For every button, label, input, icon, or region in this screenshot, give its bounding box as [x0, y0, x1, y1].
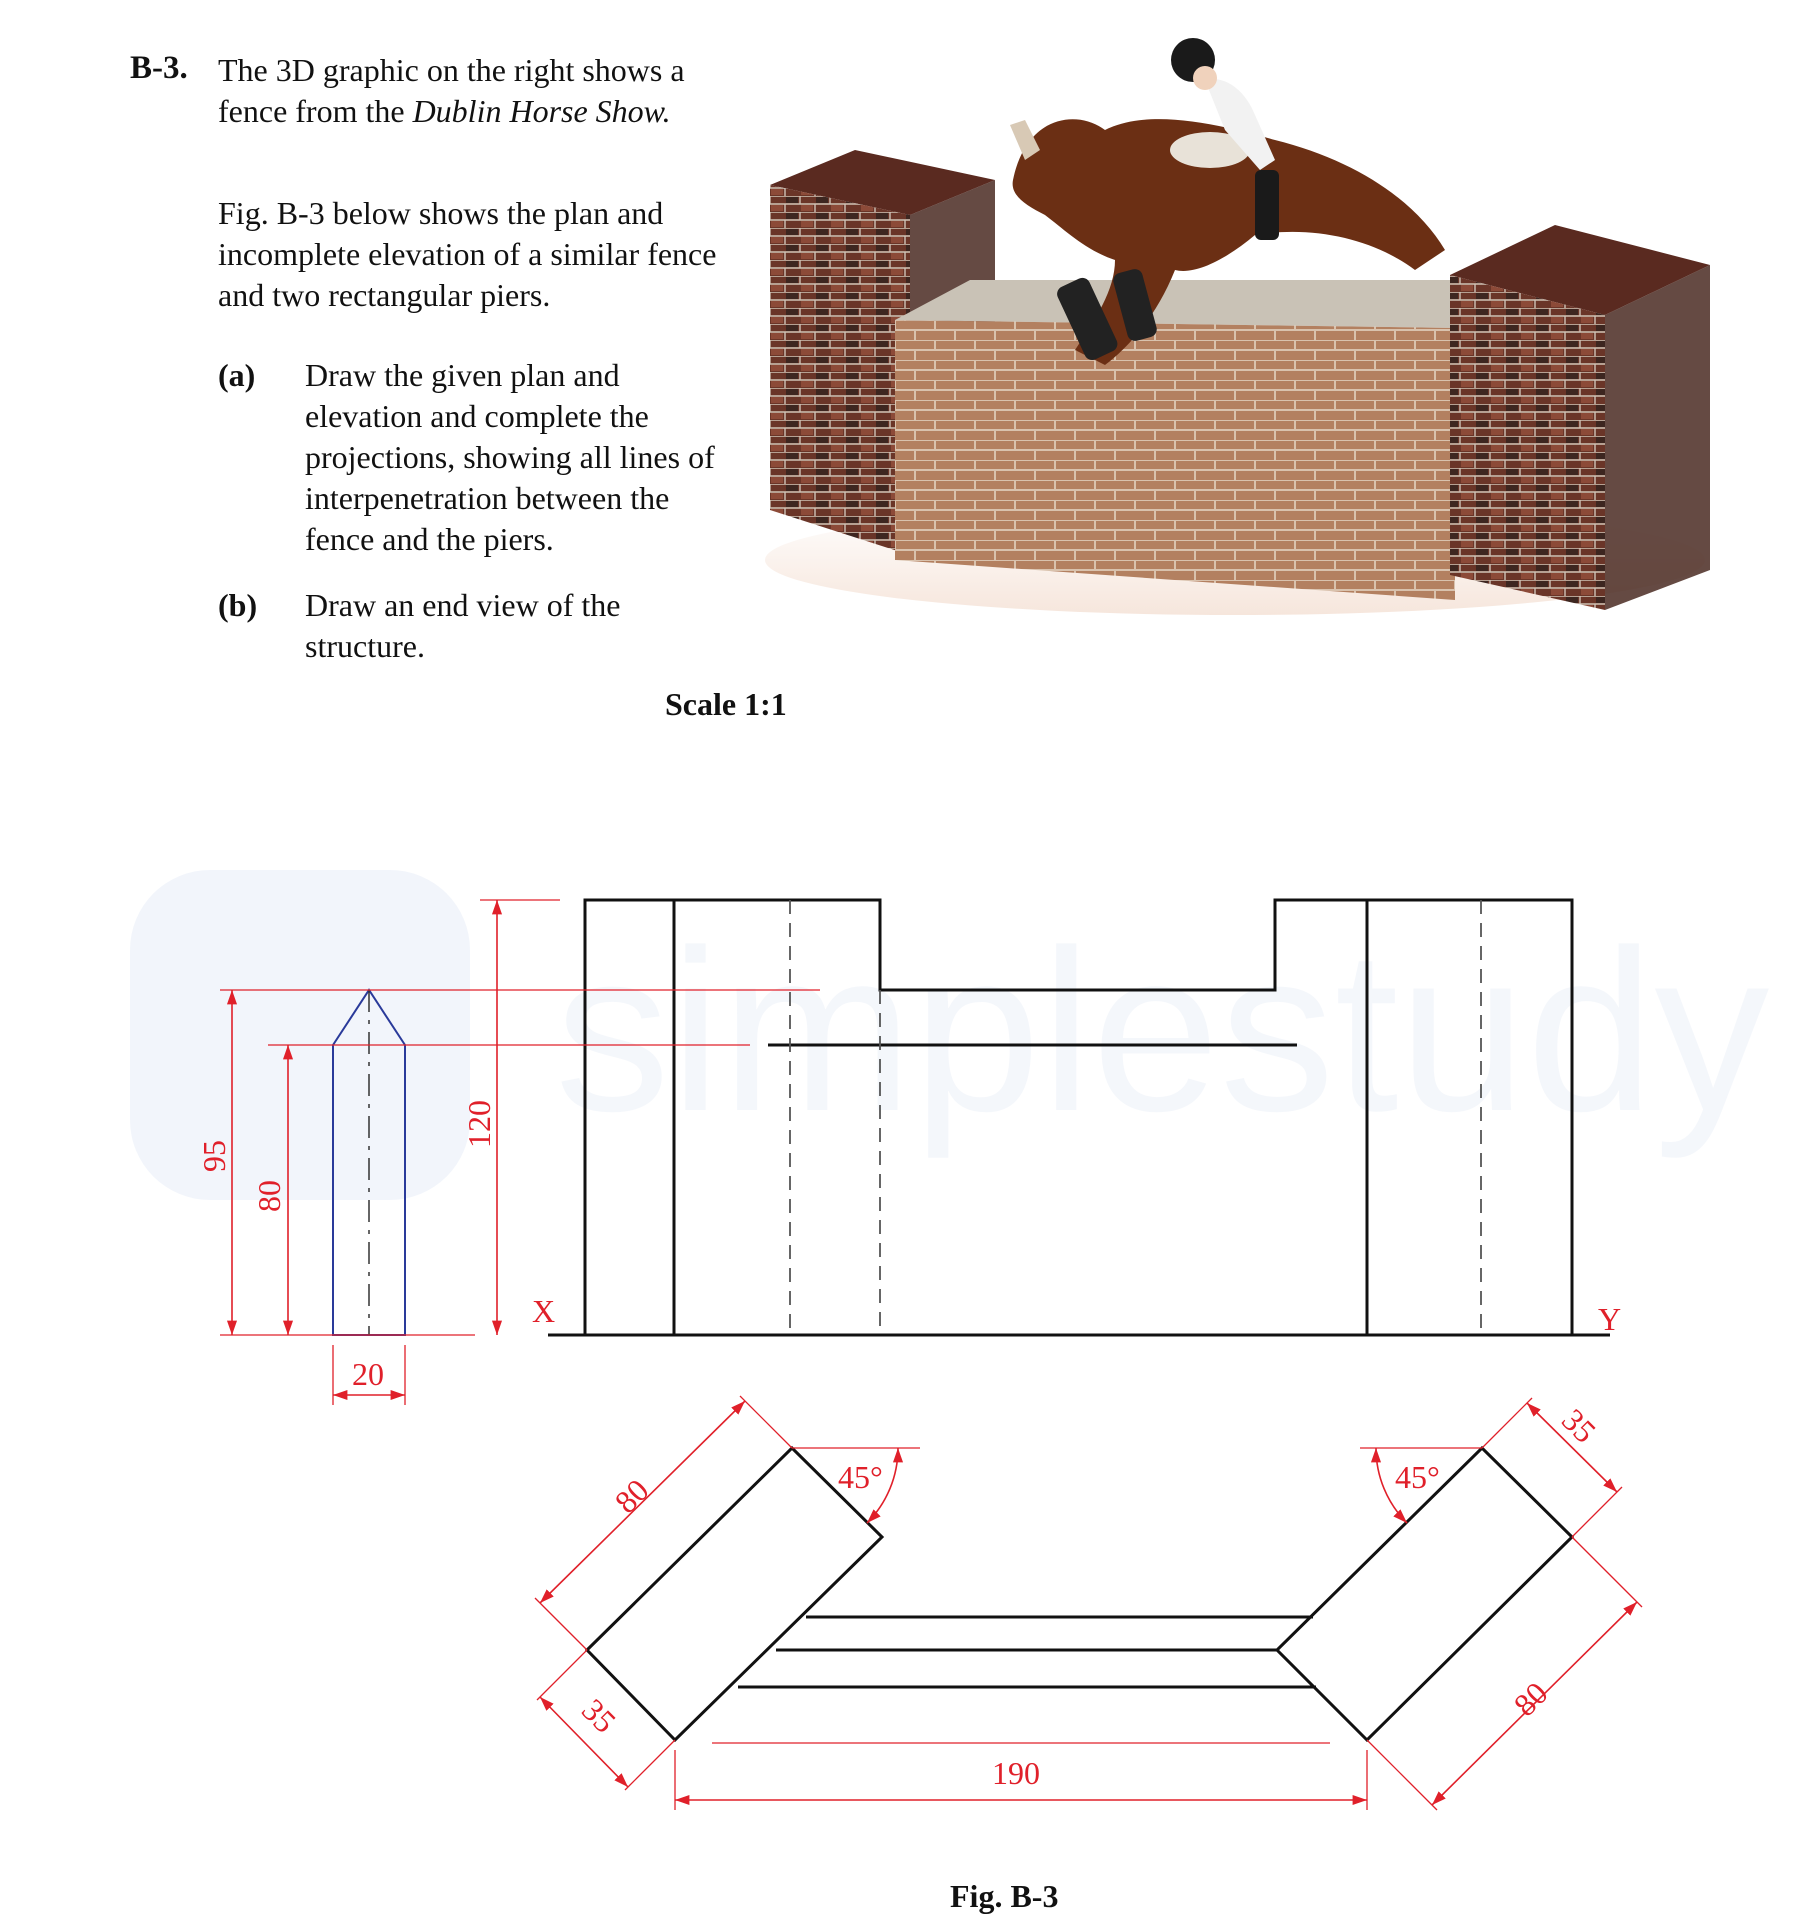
label-left-35: 35 — [575, 1691, 624, 1740]
label-right-35: 35 — [1555, 1401, 1604, 1450]
x-label: X — [532, 1293, 556, 1329]
watermark — [130, 870, 1769, 1200]
elevation-outline — [585, 900, 1572, 1335]
part-a-label: (a) — [218, 357, 256, 393]
label-right-80: 80 — [1506, 1674, 1555, 1723]
dim-left-angle — [867, 1448, 898, 1523]
plan-dimension-lines — [535, 1396, 1642, 1810]
dimension-lines — [232, 900, 497, 1395]
question-intro — [218, 50, 738, 132]
intro-italic: Dublin Horse Show. — [412, 93, 671, 129]
label-left-angle: 45° — [838, 1459, 883, 1495]
elevation-view — [548, 900, 1610, 1335]
y-label: Y — [1598, 1301, 1622, 1337]
question-number: B-3. — [130, 50, 188, 86]
dim-right-35 — [1527, 1403, 1617, 1492]
hidden-lines — [790, 900, 1481, 1335]
watermark-text: simplestudy — [555, 902, 1770, 1159]
intro-text: The 3D graphic on the right shows a fence from the — [218, 52, 685, 129]
label-20: 20 — [352, 1356, 384, 1392]
dim-left-80 — [540, 1401, 745, 1603]
plan-pier-right-outline — [1277, 1448, 1572, 1740]
plan-pier-left-outline — [587, 1448, 882, 1740]
question-paragraph-2: Fig. B-3 below shows the plan and incomplete elevation of a similar fence and two rectangular piers. — [218, 195, 717, 313]
dim-right-angle — [1376, 1448, 1407, 1523]
label-190: 190 — [992, 1755, 1040, 1791]
dimension-extension-lines — [220, 900, 820, 1405]
part-b-label: (b) — [218, 587, 258, 623]
end-profile-outline — [333, 990, 405, 1335]
dim-left-35 — [540, 1697, 628, 1787]
label-120: 120 — [461, 1100, 497, 1148]
plan-view — [587, 1448, 1572, 1740]
dim-right-80 — [1432, 1602, 1637, 1805]
right-pier — [1450, 225, 1710, 610]
label-95: 95 — [196, 1140, 232, 1172]
part-b-text: Draw an end view of the structure. — [305, 587, 621, 664]
label-right-angle: 45° — [1395, 1459, 1440, 1495]
label-left-80: 80 — [607, 1471, 656, 1520]
fence-illustration — [755, 20, 1715, 620]
watermark-logo-shape — [130, 870, 470, 1200]
figure-caption: Fig. B-3 — [950, 1878, 1059, 1914]
label-80: 80 — [251, 1180, 287, 1212]
end-profile — [333, 990, 405, 1335]
brick-wall — [895, 280, 1475, 600]
part-a-text: Draw the given plan and elevation and complete the projections, showing all lines of interpenetration between the fence and the piers. — [305, 357, 715, 557]
scale-label: Scale 1:1 — [665, 686, 787, 722]
